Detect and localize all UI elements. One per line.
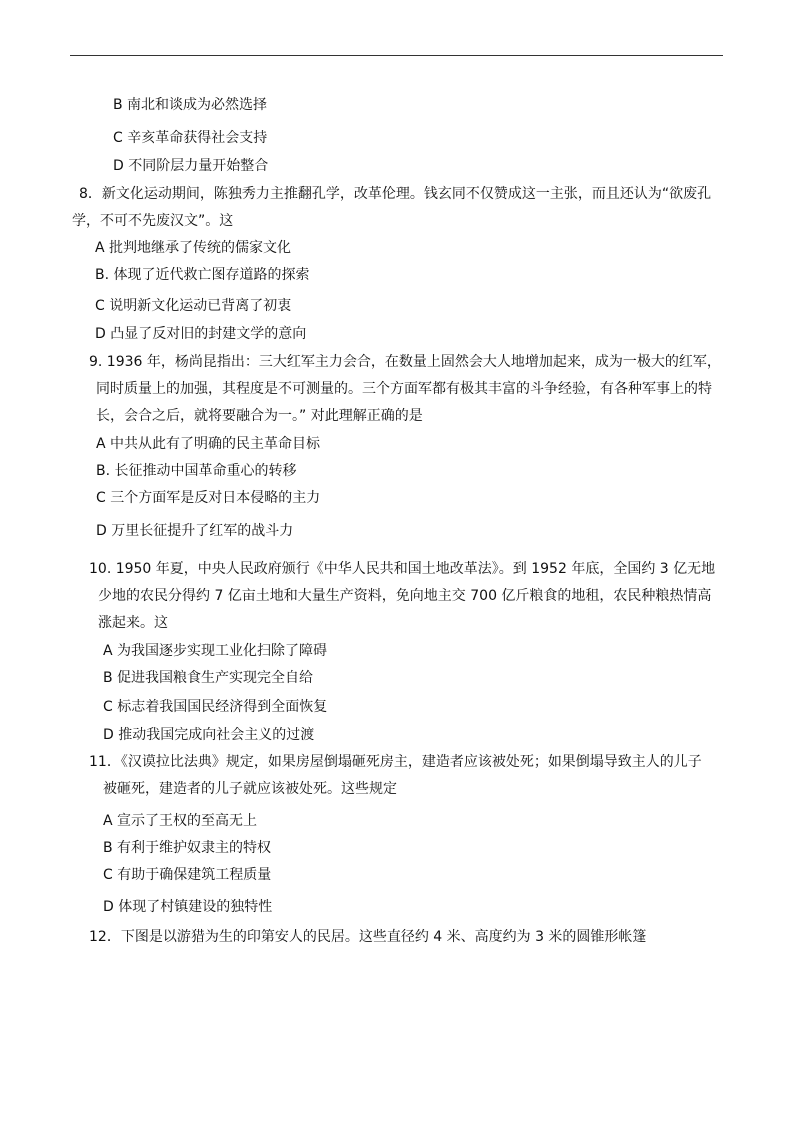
q8-stem-line2: 学，不可不先废汉文”。这 <box>72 213 234 229</box>
q9-option-a: A 中共从此有了明确的民主革命目标 <box>96 436 321 452</box>
q11-option-c: C 有助于确保建筑工程质量 <box>103 867 272 883</box>
q8-option-d: D 凸显了反对旧的封建文学的意向 <box>95 326 307 342</box>
q9-stem-line3: 长，会合之后，就将要融合为一。” 对此理解正确的是 <box>96 408 423 424</box>
q8-option-a: A 批判地继承了传统的儒家文化 <box>95 240 292 256</box>
q8-option-b: B. 体现了近代救亡图存道路的探索 <box>95 267 310 283</box>
q10-option-a: A 为我国逐步实现工业化扫除了障碍 <box>103 643 328 659</box>
q9-stem-line2: 同时质量上的加强，其程度是不可测量的。三个方面军都有极其丰富的斗争经验，有各种军事上的特 <box>96 381 712 397</box>
q10-stem-line1: 10. 1950 年夏，中央人民政府颁行《中华人民共和国土地改革法》。到 1952 年底，全国约 3 亿无地 <box>89 561 716 577</box>
q10-option-c: C 标志着我国国民经济得到全面恢复 <box>103 699 328 715</box>
q9-option-d: D 万里长征提升了红军的战斗力 <box>96 523 294 539</box>
q7-option-b: B 南北和谈成为必然选择 <box>113 97 268 113</box>
q9-option-b: B. 长征推动中国革命重心的转移 <box>96 463 297 479</box>
q10-option-d: D 推动我国完成向社会主义的过渡 <box>103 727 315 743</box>
q11-stem-line2: 被砸死，建造者的儿子就应该被处死。这些规定 <box>103 781 397 797</box>
q10-option-b: B 促进我国粮食生产实现完全自给 <box>103 670 314 686</box>
header-rule <box>70 55 723 56</box>
q7-option-d: D 不同阶层力量开始整合 <box>113 158 269 174</box>
q8-option-c: C 说明新文化运动已背离了初衷 <box>95 298 292 314</box>
q10-stem-line2: 少地的农民分得约 7 亿亩土地和大量生产资料，免向地主交 700 亿斤粮食的地租，农民种粮热情高 <box>98 588 712 604</box>
q10-stem-line3: 涨起来。这 <box>98 615 168 631</box>
q9-stem-line1: 9. 1936 年，杨尚昆指出：三大红军主力会合，在数量上固然会大人地增加起来，成为一极大的红军， <box>89 354 721 370</box>
q11-stem-line1: 11．《汉谟拉比法典》规定，如果房屋倒塌砸死房主，建造者应该被处死；如果倒塌导致主人的儿子 <box>89 754 702 770</box>
q11-option-b: B 有利于维护奴隶主的特权 <box>103 840 272 856</box>
q7-option-c: C 辛亥革命获得社会支持 <box>113 130 268 146</box>
q11-option-d: D 体现了村镇建设的独特性 <box>103 899 273 915</box>
q12-stem-line1: 12．下图是以游猎为生的印第安人的民居。这些直径约 4 米、高度约为 3 米的圆锥形帐篷 <box>89 929 647 945</box>
q11-option-a: A 宣示了王权的至高无上 <box>103 813 258 829</box>
q8-stem-line1: 8．新文化运动期间，陈独秀力主推翻孔学，改革伦理。钱玄同不仅赞成这一主张，而且还认为“欲废孔 <box>79 186 712 202</box>
q9-option-c: C 三个方面军是反对日本侵略的主力 <box>96 490 321 506</box>
